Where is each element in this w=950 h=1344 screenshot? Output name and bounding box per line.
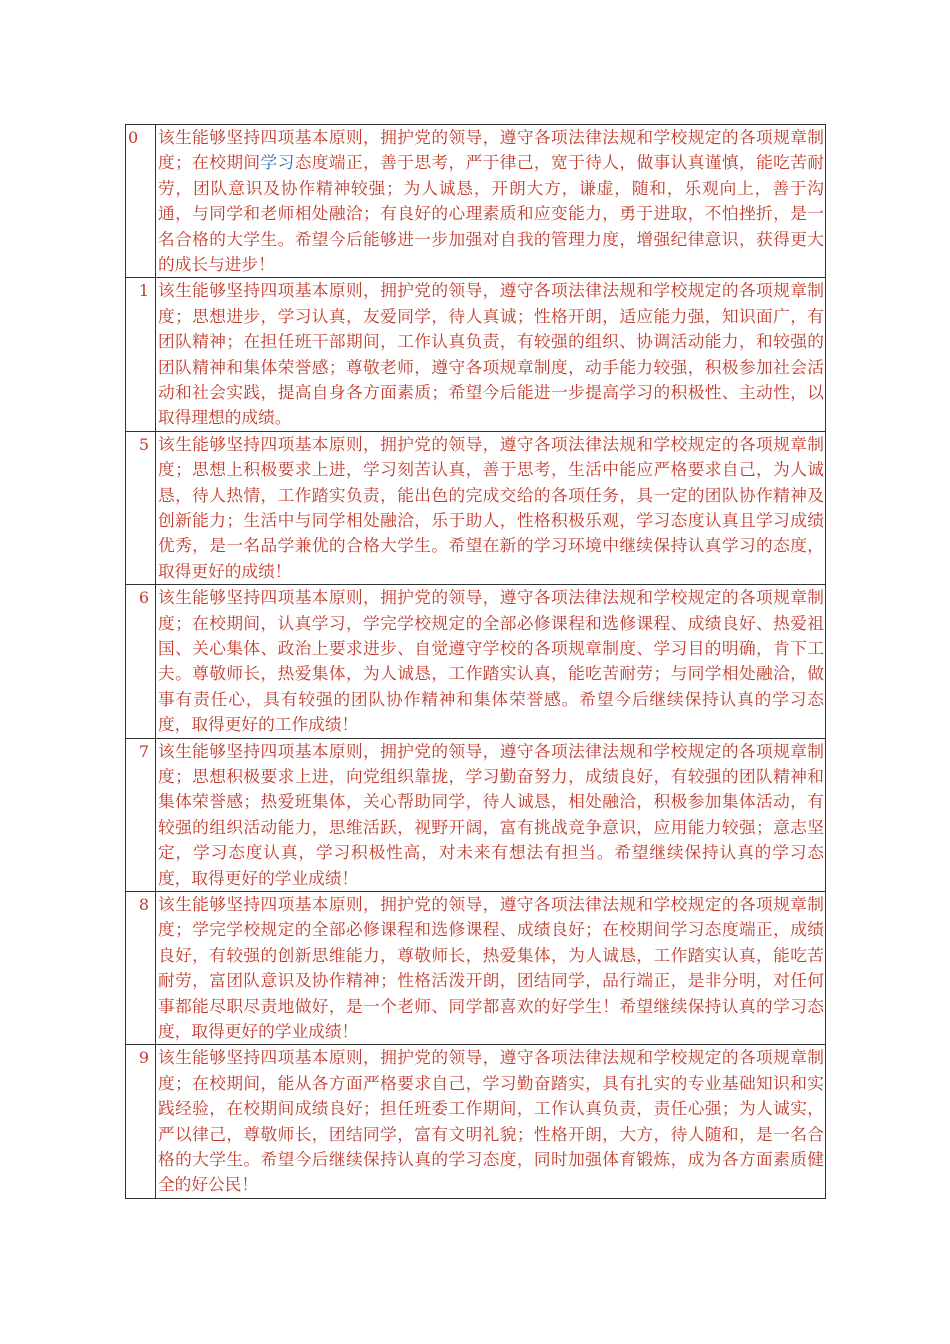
comment-cell bbox=[156, 125, 826, 278]
row-number-cell bbox=[126, 431, 156, 584]
row-number: 7 bbox=[138, 741, 149, 761]
row-number: 5 bbox=[138, 434, 149, 454]
comment-text: 该生能够坚持四项基本原则，拥护党的领导，遵守各项法律法规和学校规定的各项规章制度；在校期间，认真学习，学完学校规定的全部必修课程和选修课程、成绩良好、热爱祖国、关心集体、政治上要求进步、自觉遵守学校的各项规章制度、学习目的明确，肯下工夫。尊敬师长，热爱集体，为人诚恳，工作踏实认真，能吃苦耐劳；与同学相处融洽，做事有责任心，具有较强的团队协作精神和集体荣誉感。希望今后继续保持认真的学习态度，取得更好的工作成绩！ bbox=[158, 587, 824, 735]
comment-cell bbox=[156, 585, 826, 738]
table-row bbox=[126, 125, 826, 278]
row-number: 9 bbox=[138, 1048, 149, 1068]
comment-text-part: 态度端正，善于思考，严于律己，宽于待人，做事认真谨慎，能吃苦耐劳，团队意识及协作精神较强；为人诚恳，开朗大方，谦虚，随和，乐观向上，善于沟通，与同学和老师相处融洽；有良好的心理素质和应变能力，勇于进取，不怕挫折，是一名合格的大学生。希望今后能够进一步加强对自我的管理力度，增强纪律意识，获得更大的成长与进步！ bbox=[158, 152, 825, 275]
comment-text: 该生能够坚持四项基本原则，拥护党的领导，遵守各项法律法规和学校规定的各项规章制度；思想进步，学习认真，友爱同学，待人真诚；性格开朗，适应能力强，知识面广，有团队精神；在担任班干部期间，工作认真负责，有较强的组织、协调活动能力，和较强的团队精神和集体荣誉感；尊敬老师，遵守各项规章制度，动手能力较强，积极参加社会活动和社会实践，提高自身各方面素质；希望今后能进一步提高学习的积极性、主动性，以取得理想的成绩。 bbox=[158, 280, 824, 428]
table-row bbox=[126, 738, 826, 891]
study-link[interactable]: 学习 bbox=[260, 152, 295, 173]
comment-text: 该生能够坚持四项基本原则，拥护党的领导，遵守各项法律法规和学校规定的各项规章制度；思想积极要求上进，向党组织靠拢，学习勤奋努力，成绩良好，有较强的团队精神和集体荣誉感；热爱班集体，关心帮助同学，待人诚恳，相处融洽，积极参加集体活动，有较强的组织活动能力，思维活跃，视野开阔，富有挑战竞争意识，应用能力较强；意志坚定，学习态度认真，学习积极性高，对未来有想法有担当。希望继续保持认真的学习态度，取得更好的学业成绩！ bbox=[158, 740, 824, 888]
row-number-cell bbox=[126, 738, 156, 891]
row-number-cell bbox=[126, 891, 156, 1044]
table-row bbox=[126, 431, 826, 584]
comment-cell bbox=[156, 431, 826, 584]
row-number: 1 bbox=[138, 281, 149, 301]
table-row bbox=[126, 1045, 826, 1198]
row-number-cell bbox=[126, 585, 156, 738]
row-number-cell bbox=[126, 278, 156, 431]
comment-text: 该生能够坚持四项基本原则，拥护党的领导，遵守各项法律法规和学校规定的各项规章制度；在校期间，能从各方面严格要求自己，学习勤奋踏实，具有扎实的专业基础知识和实践经验，在校期间成绩良好；担任班委工作期间，工作认真负责，责任心强；为人诚实，严以律己，尊敬师长，团结同学，富有文明礼貌；性格开朗，大方，待人随和，是一名合格的大学生。希望今后继续保持认真的学习态度，同时加强体育锻炼，成为各方面素质健全的好公民！ bbox=[158, 1047, 824, 1195]
comment-text-part: 该生能够坚持四项基本原则，拥护党的领导，遵守各项法律法规和学校规定的各项规章制度；在校期间 bbox=[158, 127, 824, 173]
comment-cell bbox=[156, 1045, 826, 1198]
table-row bbox=[126, 278, 826, 431]
comment-text bbox=[156, 125, 825, 277]
evaluation-table bbox=[125, 124, 826, 1199]
comment-cell bbox=[156, 891, 826, 1044]
row-number-cell bbox=[126, 125, 156, 278]
row-number-cell bbox=[126, 1045, 156, 1198]
row-number: 0 bbox=[128, 128, 139, 147]
comment-text: 该生能够坚持四项基本原则，拥护党的领导，遵守各项法律法规和学校规定的各项规章制度；学完学校规定的全部必修课程和选修课程、成绩良好；在校期间学习态度端正，成绩良好，有较强的创新思维能力，尊敬师长，热爱集体，为人诚恳，工作踏实认真，能吃苦耐劳，富团队意识及协作精神；性格活泼开朗，团结同学，品行端正，是非分明，对任何事都能尽职尽责地做好，是一个老师、同学都喜欢的好学生！希望继续保持认真的学习态度，取得更好的学业成绩！ bbox=[158, 893, 824, 1041]
comment-cell bbox=[156, 278, 826, 431]
table-row bbox=[126, 891, 826, 1044]
table-row bbox=[126, 585, 826, 738]
comment-cell bbox=[156, 738, 826, 891]
row-number: 6 bbox=[138, 588, 149, 608]
row-number: 8 bbox=[138, 894, 149, 914]
comment-text: 该生能够坚持四项基本原则，拥护党的领导，遵守各项法律法规和学校规定的各项规章制度；思想上积极要求上进，学习刻苦认真，善于思考，生活中能应严格要求自己，为人诚恳，待人热情，工作踏实负责，能出色的完成交给的各项任务，具一定的团队协作精神及创新能力；生活中与同学相处融洽，乐于助人，性格积极乐观，学习态度认真且学习成绩优秀，是一名品学兼优的合格大学生。希望在新的学习环境中继续保持认真学习的态度，取得更好的成绩！ bbox=[158, 433, 824, 581]
